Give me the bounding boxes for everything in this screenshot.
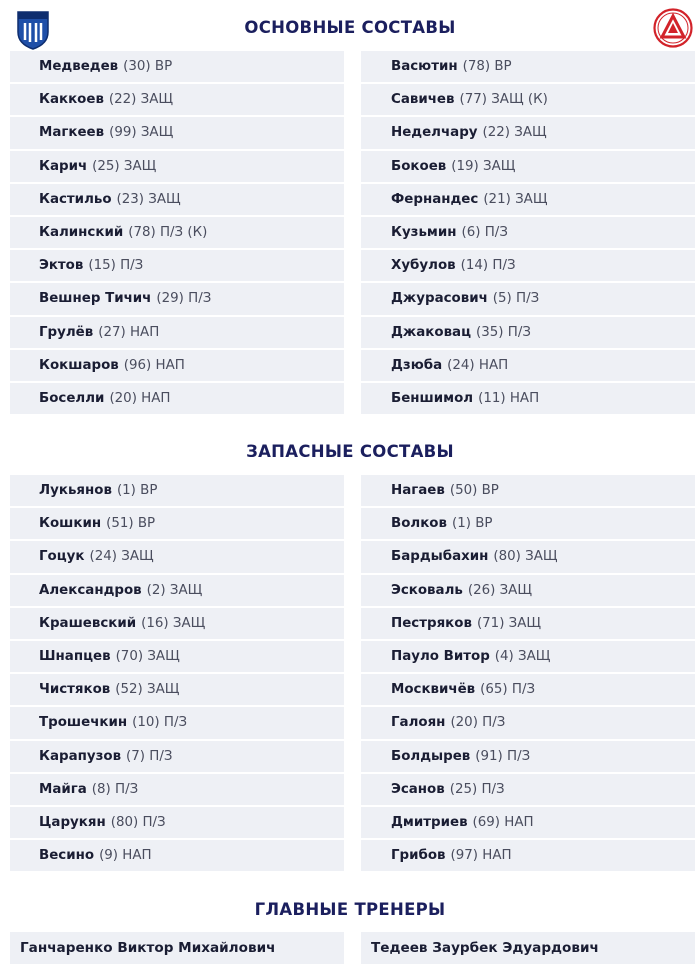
player-row: [10, 383, 344, 416]
player-number-position: (77) ЗАЩ (К): [459, 92, 548, 108]
player-name: Грибов: [391, 848, 446, 864]
head-coaches-title: ГЛАВНЫЕ ТРЕНЕРЫ: [254, 900, 446, 919]
player-row: [361, 641, 695, 674]
player-name: Вешнер Тичич: [39, 291, 152, 307]
player-name: Магкеев: [39, 125, 105, 141]
player-row: [10, 117, 344, 150]
right-head-coach: Тедеев Заурбек Эдуардович: [361, 932, 695, 964]
player-number-position: (71) ЗАЩ: [476, 615, 542, 631]
player-row: [10, 350, 344, 383]
player-row: [361, 840, 695, 873]
player-number-position: (80) ЗАЩ: [493, 549, 558, 565]
player-number-position: (20) НАП: [109, 390, 171, 406]
player-number-position: (78) ВР: [462, 59, 512, 75]
player-number-position: (23) ЗАЩ: [116, 191, 181, 207]
player-name: Трошечкин: [39, 715, 128, 731]
player-name: Москвичёв: [391, 682, 476, 698]
player-row: [361, 674, 695, 707]
left-head-coach: Ганчаренко Виктор Михайлович: [10, 932, 344, 964]
player-number-position: (22) ЗАЩ: [108, 92, 174, 108]
player-name: Нагаев: [391, 483, 445, 499]
player-row: [361, 317, 695, 350]
starting-left-list: [10, 51, 344, 416]
player-name: Галоян: [391, 715, 446, 731]
player-name: Бардыбахин: [391, 549, 489, 565]
player-number-position: (52) ЗАЩ: [115, 682, 180, 698]
subs-right-list: [361, 475, 695, 873]
player-number-position: (70) ЗАЩ: [115, 649, 180, 665]
player-number-position: (9) НАП: [99, 848, 152, 864]
player-row: [361, 383, 695, 416]
subs-left-list: [10, 475, 344, 873]
player-name: Майга: [39, 781, 87, 797]
player-name: Каккоев: [39, 92, 104, 108]
player-number-position: (20) П/З: [450, 715, 506, 731]
player-name: Беншимол: [391, 390, 474, 406]
player-number-position: (11) НАП: [478, 390, 540, 406]
player-number-position: (96) НАП: [123, 357, 185, 373]
player-name: Карапузов: [39, 748, 122, 764]
player-name: Кузьмин: [391, 225, 457, 241]
player-name: Царукян: [39, 814, 106, 830]
player-number-position: (24) ЗАЩ: [89, 549, 154, 565]
player-number-position: (27) НАП: [98, 324, 160, 340]
player-row: [10, 217, 344, 250]
player-row: [361, 250, 695, 283]
player-number-position: (25) ЗАЩ: [92, 158, 157, 174]
player-number-position: (10) П/З: [132, 715, 188, 731]
player-name: Эсковаль: [391, 582, 463, 598]
player-row: [361, 84, 695, 117]
player-number-position: (78) П/З (К): [128, 225, 208, 241]
player-row: [10, 475, 344, 508]
player-row: [10, 51, 344, 84]
player-name: Шнапцев: [39, 649, 111, 665]
player-row: [361, 541, 695, 574]
player-row: [10, 283, 344, 316]
player-name: Фернандес: [391, 191, 479, 207]
starting-right-list: [361, 51, 695, 416]
player-row: [361, 608, 695, 641]
player-row: [361, 575, 695, 608]
substitutes-title: ЗАПАСНЫЕ СОСТАВЫ: [246, 442, 454, 461]
player-number-position: (25) П/З: [449, 781, 505, 797]
player-row: [361, 217, 695, 250]
player-row: [10, 84, 344, 117]
player-row: [361, 51, 695, 84]
player-row: [10, 184, 344, 217]
player-name: Бокоев: [391, 158, 447, 174]
player-name: Гоцук: [39, 549, 85, 565]
player-name: Неделчару: [391, 125, 478, 141]
player-name: Александров: [39, 582, 142, 598]
player-name: Кошкин: [39, 516, 102, 532]
player-number-position: (26) ЗАЩ: [467, 582, 532, 598]
player-row: [10, 707, 344, 740]
player-name: Джаковац: [391, 324, 472, 340]
player-name: Дзюба: [391, 357, 443, 373]
player-row: [10, 741, 344, 774]
player-number-position: (51) ВР: [106, 516, 156, 532]
player-number-position: (5) П/З: [492, 291, 540, 307]
player-number-position: (24) НАП: [447, 357, 509, 373]
player-name: Дмитриев: [391, 814, 468, 830]
player-row: [10, 575, 344, 608]
player-name: Лукьянов: [39, 483, 112, 499]
player-name: Пестряков: [391, 615, 472, 631]
starting-lineups-title: ОСНОВНЫЕ СОСТАВЫ: [244, 18, 456, 37]
player-row: [10, 641, 344, 674]
player-name: Кастильо: [39, 191, 112, 207]
player-number-position: (7) П/З: [126, 748, 173, 764]
player-row: [361, 117, 695, 150]
player-row: [10, 674, 344, 707]
player-row: [361, 707, 695, 740]
player-name: Савичев: [391, 92, 455, 108]
player-number-position: (16) ЗАЩ: [141, 615, 206, 631]
player-number-position: (1) ВР: [116, 483, 158, 499]
player-row: [361, 774, 695, 807]
player-row: [10, 840, 344, 873]
player-number-position: (6) П/З: [461, 225, 508, 241]
player-name: Калинский: [39, 225, 124, 241]
player-name: Джурасович: [391, 291, 488, 307]
player-row: [10, 250, 344, 283]
player-number-position: (91) П/З: [475, 748, 531, 764]
player-row: [10, 774, 344, 807]
player-row: [10, 541, 344, 574]
player-row: [361, 151, 695, 184]
player-name: Крашевский: [39, 615, 137, 631]
player-row: [361, 350, 695, 383]
player-row: [361, 184, 695, 217]
player-number-position: (2) ЗАЩ: [146, 582, 203, 598]
player-number-position: (21) ЗАЩ: [483, 191, 548, 207]
player-row: [361, 283, 695, 316]
player-name: Чистяков: [39, 682, 111, 698]
player-row: [361, 475, 695, 508]
player-row: [10, 317, 344, 350]
player-number-position: (19) ЗАЩ: [451, 158, 516, 174]
player-number-position: (8) П/З: [91, 781, 139, 797]
player-name: Волков: [391, 516, 447, 532]
player-number-position: (1) ВР: [451, 516, 493, 532]
player-number-position: (69) НАП: [472, 814, 534, 830]
player-row: [10, 608, 344, 641]
player-name: Болдырев: [391, 748, 471, 764]
player-name: Васютин: [391, 59, 458, 75]
player-name: Медведев: [39, 59, 119, 75]
player-name: Пауло Витор: [391, 649, 490, 665]
player-number-position: (14) П/З: [460, 258, 516, 274]
player-name: Кокшаров: [39, 357, 119, 373]
player-name: Эктов: [39, 258, 84, 274]
player-number-position: (35) П/З: [476, 324, 531, 340]
player-number-position: (15) П/З: [88, 258, 144, 274]
player-row: [361, 741, 695, 774]
player-number-position: (4) ЗАЩ: [494, 649, 551, 665]
player-row: [10, 151, 344, 184]
player-name: Грулёв: [39, 324, 94, 340]
player-name: Боселли: [39, 390, 105, 406]
player-number-position: (97) НАП: [450, 848, 512, 864]
player-row: [361, 508, 695, 541]
player-number-position: (22) ЗАЩ: [482, 125, 547, 141]
player-row: [10, 508, 344, 541]
player-number-position: (99) ЗАЩ: [109, 125, 174, 141]
player-row: [361, 807, 695, 840]
player-number-position: (29) П/З: [156, 291, 212, 307]
player-number-position: (50) ВР: [449, 483, 499, 499]
player-name: Весино: [39, 848, 95, 864]
player-number-position: (80) П/З: [110, 814, 166, 830]
player-row: [10, 807, 344, 840]
player-name: Хубулов: [391, 258, 456, 274]
player-number-position: (65) П/З: [480, 682, 536, 698]
player-name: Эсанов: [391, 781, 445, 797]
player-name: Карич: [39, 158, 88, 174]
player-number-position: (30) ВР: [123, 59, 173, 75]
